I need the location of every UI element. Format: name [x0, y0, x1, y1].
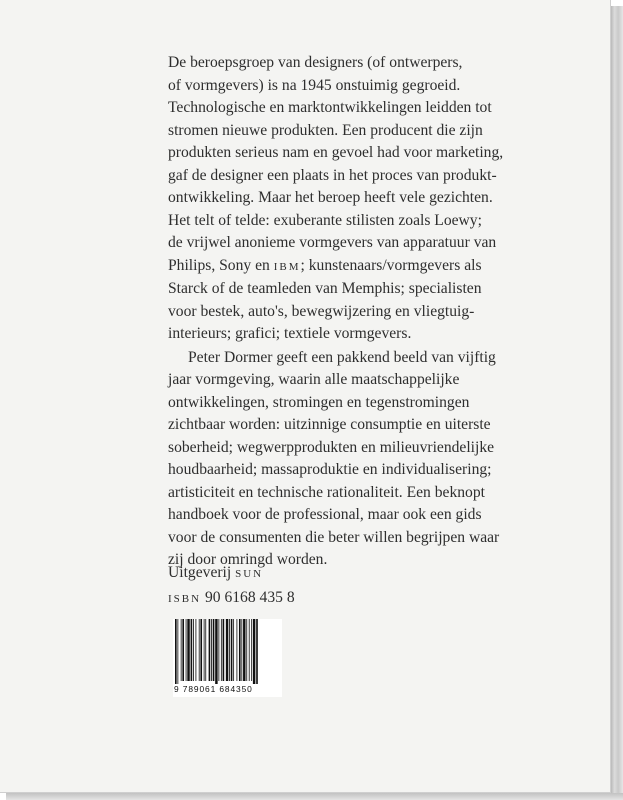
barcode-bar	[221, 619, 222, 681]
barcode-bar	[177, 619, 178, 685]
barcode-bar	[182, 619, 184, 681]
barcode-bar	[175, 619, 177, 685]
page-edge-bottom	[6, 793, 623, 800]
barcode-bar	[223, 619, 225, 681]
barcode-bar	[239, 619, 241, 681]
text-fragment: ; kunstenaars/vormgevers als	[300, 256, 482, 274]
text-line: Peter Dormer geeft een pakkend beeld van vijftig	[188, 348, 496, 366]
barcode-bar	[186, 619, 187, 681]
barcode-digits: 9 789061 684350	[174, 684, 282, 694]
text-line: zichtbaar worden: uitzinnige consumptie en uiterste	[168, 416, 491, 433]
barcode-bar	[237, 619, 238, 681]
barcode-bar	[196, 619, 197, 681]
barcode-bar	[181, 619, 182, 681]
barcode-bar	[215, 619, 217, 685]
barcode-bar	[249, 619, 250, 681]
text-line: ontwikkelingen, stromingen en tegenstromingen	[168, 393, 470, 411]
text-line: Het telt of telde: exuberante stilisten zoals Loewy;	[168, 211, 482, 229]
text-line: houdbaarheid; massaproduktie en individualisering;	[168, 461, 492, 478]
barcode-bar	[204, 619, 205, 681]
ibm-smallcaps: IBM	[273, 260, 301, 273]
barcode-bar	[191, 619, 193, 681]
publisher-line	[168, 561, 295, 586]
text-line: zij door omringd worden.	[168, 551, 328, 568]
text-line: De beroepsgroep van designers (of ontwerpers,	[168, 54, 463, 71]
barcode-bar	[205, 619, 206, 681]
publisher-label: Uitgeverij	[168, 564, 236, 581]
barcode-bar	[256, 619, 258, 685]
barcode-bar	[243, 619, 245, 681]
text-line: produkten serieus nam en gevoel had voor marketing,	[168, 144, 504, 161]
barcode-bar	[218, 619, 219, 681]
isbn-line	[168, 586, 295, 611]
text-line: voor de consumenten die beter willen begrijpen waar	[168, 528, 500, 546]
barcode-bar	[211, 619, 212, 681]
barcode-bar	[199, 619, 200, 681]
publisher-info	[168, 561, 295, 611]
barcode-bar	[229, 619, 230, 681]
publisher-name: SUN	[235, 568, 264, 580]
blurb-paragraph-1	[168, 52, 548, 346]
text-line: stromen nieuwe produkten. Een producent die zijn	[168, 121, 483, 139]
barcode-bar	[231, 619, 233, 681]
text-fragment: Philips, Sony en	[168, 256, 274, 274]
text-line: voor bestek, auto's, bewegwijzering en vliegtuig-	[168, 302, 475, 320]
barcode-bar	[233, 619, 234, 681]
text-line: Technologische en marktontwikkelingen leidden tot	[168, 99, 492, 116]
blurb-text	[168, 52, 548, 572]
text-line: jaar vormgeving, waarin alle maatschappelijke	[168, 371, 460, 388]
text-line: soberheid; wegwerpprodukten en milieuvriendelijke	[168, 438, 495, 456]
isbn-label: ISBN	[168, 593, 202, 605]
barcode-bar	[209, 619, 211, 681]
text-line: artisticiteit en technische rationaliteit. Een beknopt	[168, 483, 485, 501]
text-line: Starck of de teamleden van Memphis; specialisten	[168, 280, 482, 297]
text-line: of vormgevers) is na 1945 onstuimig gegroeid.	[168, 76, 461, 94]
barcode-bar	[187, 619, 189, 681]
barcode-bar	[251, 619, 252, 681]
barcode-bar	[226, 619, 228, 681]
text-line: ontwikkeling. Maar het beroep heeft vele gezichten.	[168, 189, 493, 206]
barcode-bar	[246, 619, 247, 681]
barcode-bar	[200, 619, 202, 681]
barcode-bar	[213, 619, 215, 681]
isbn-number: 90 6168 435 8	[201, 589, 295, 606]
blurb-paragraph-2	[168, 347, 548, 572]
text-line: interieurs; grafici; textiele vormgevers.	[168, 325, 412, 342]
page-edge-right	[611, 6, 623, 800]
barcode-bars	[173, 619, 282, 685]
text-line: gaf de designer een plaats in het proces van produkt-	[168, 166, 497, 184]
barcode-bar	[193, 619, 194, 681]
text-line: handboek voor de professional, maar ook een gids	[168, 506, 482, 523]
text-line	[168, 255, 548, 279]
barcode-bar	[253, 619, 255, 685]
text-line: de vrijwel anonieme vormgevers van apparatuur van	[168, 234, 497, 251]
barcode-bar	[241, 619, 242, 681]
